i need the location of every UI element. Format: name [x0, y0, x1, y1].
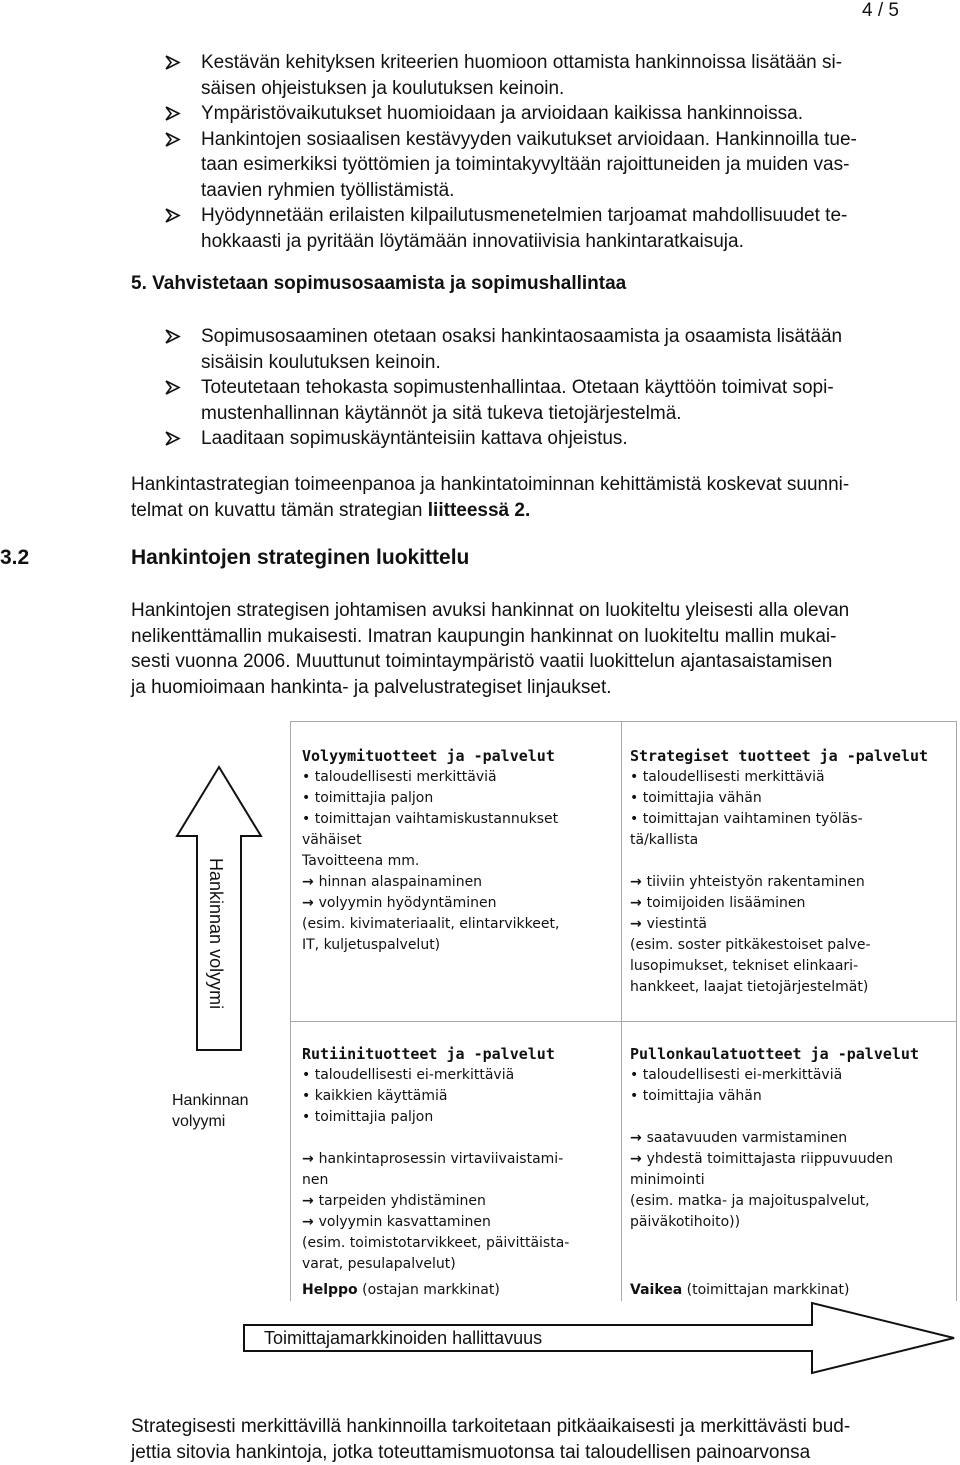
appendix-reference: liitteessä 2.: [428, 500, 530, 521]
quadrant-routine-products: [302, 1044, 617, 1275]
quadrant-action: → tarpeiden yhdistäminen: [302, 1191, 617, 1212]
footer-paragraph: [131, 1414, 850, 1465]
quadrant-title: Pullonkaulatuotteet ja -palvelut: [630, 1044, 952, 1065]
quadrant-action: → viestintä: [630, 914, 952, 935]
bullet-line: Hankintojen sosiaalisen kestävyyden vaikutukset arvioidaan. Hankinnoilla tue-: [201, 127, 857, 153]
quadrant-text: hankkeet, laajat tietojärjestelmät): [630, 977, 952, 998]
bullet-item: [163, 50, 857, 101]
bullet-line: taan esimerkiksi työttömien ja toimintakyvyltään rajoittuneiden ja muiden vas-: [201, 152, 857, 178]
intro-line: sesti vuonna 2006. Muuttunut toimintaympäristö vaatii luokittelun ajantasaistamisen: [131, 649, 849, 675]
quadrant-action: → hankintaprosessin virtaviivaistami-: [302, 1149, 617, 1170]
quadrant-bullet-row: [630, 767, 952, 788]
bullet-line: Kestävän kehityksen kriteerien huomioon ottamista hankinnoissa lisätään si-: [201, 50, 857, 76]
quadrant-bullet-text: taloudellisesti merkittäviä: [315, 769, 497, 785]
quadrant-action: → toimijoiden lisääminen: [630, 893, 952, 914]
quadrant-bullet-text: toimittajia vähän: [643, 1088, 762, 1104]
bullet-line: taavien ryhmien työllistämistä.: [201, 178, 857, 204]
arrowhead-bullet-icon: [163, 324, 183, 349]
quadrant-bullet-row: [302, 1086, 617, 1107]
quadrant-bullet-text: taloudellisesti ei-merkittäviä: [643, 1067, 842, 1083]
volume-side-label: Hankinnan volyymi: [172, 1090, 249, 1132]
bullet-dot-icon: •: [302, 1088, 315, 1104]
intro-line: nelikenttämallin mukaisesti. Imatran kaupungin hankinnat on luokiteltu mallin mukai-: [131, 624, 849, 650]
intro-line: Hankintojen strategisen johtamisen avuksi hankinnat on luokiteltu yleisesti alla olevan: [131, 598, 849, 624]
matrix-top-border: [290, 721, 957, 722]
bullet-dot-icon: •: [302, 790, 315, 806]
quadrant-bullet-text: toimittajia vähän: [643, 790, 762, 806]
bullet-dot-icon: •: [630, 1088, 643, 1104]
arrowhead-bullet-icon: [163, 426, 183, 451]
quadrant-text: päiväkotihoito)): [630, 1212, 952, 1233]
quadrant-bullet-text: toimittajan vaihtaminen työläs-: [643, 811, 863, 827]
bullet-item: [163, 203, 857, 254]
quadrant-action: → tiiviin yhteistyön rakentaminen: [630, 872, 952, 893]
quadrant-bullet-row: [302, 1065, 617, 1086]
top-bullet-list: [163, 50, 857, 254]
quadrant-footer-difficult: Vaikea (toimittajan markkinat): [630, 1280, 849, 1301]
footer-line: jettia sitovia hankintoja, jotka toteuttamismuotonsa tai taloudellisen painoarvonsa: [131, 1440, 850, 1465]
quadrant-text: (esim. soster pitkäkestoiset palve-: [630, 935, 952, 956]
quadrant-text: varat, pesulapalvelut): [302, 1254, 617, 1275]
quadrant-bullet-row: [630, 1086, 952, 1107]
bullet-dot-icon: •: [630, 811, 643, 827]
quadrant-text: vähäiset: [302, 830, 617, 851]
bullet-item: [163, 101, 857, 127]
quadrant-bullet-row: [302, 809, 617, 830]
section-number: 3.2: [0, 546, 29, 570]
quadrant-action: → volyymin kasvattaminen: [302, 1212, 617, 1233]
volume-arrow-label: Hankinnan volyymi: [206, 858, 226, 1009]
market-control-arrow-label: Toimittajamarkkinoiden hallittavuus: [264, 1328, 542, 1349]
spacer: [630, 851, 952, 872]
bullet-item: [163, 375, 842, 426]
matrix-center-divider: [621, 721, 622, 1301]
quadrant-bullet-row: [302, 767, 617, 788]
quadrant-bullet-text: toimittajia paljon: [315, 790, 434, 806]
quadrant-bullet-row: [302, 1107, 617, 1128]
matrix-right-border: [956, 721, 957, 1301]
footer-line: Strategisesti merkittävillä hankinnoilla tarkoitetaan pitkäaikaisesti ja merkittävästi bud-: [131, 1414, 850, 1440]
bullet-dot-icon: •: [630, 769, 643, 785]
quadrant-footer-easy: Helppo (ostajan markkinat): [302, 1280, 500, 1301]
arrowhead-bullet-icon: [163, 50, 183, 75]
bullet-line: Ympäristövaikutukset huomioidaan ja arvioidaan kaikissa hankinnoissa.: [201, 101, 857, 127]
spacer: [630, 1107, 952, 1128]
bullet-item: [163, 324, 842, 375]
bullet-item: [163, 426, 842, 452]
spacer: [302, 1128, 617, 1149]
quadrant-bullet-row: [302, 788, 617, 809]
matrix-left-border: [290, 721, 291, 1301]
quadrant-title: Volyymituotteet ja -palvelut: [302, 746, 617, 767]
quadrant-text: minimointi: [630, 1170, 952, 1191]
bullet-dot-icon: •: [630, 1067, 643, 1083]
intro-line: ja huomioimaan hankinta- ja palvelustrategiset linjaukset.: [131, 675, 849, 701]
appendix-line-1: Hankintastrategian toimeenpanoa ja hankintatoiminnan kehittämistä koskevat suunni-: [131, 472, 849, 498]
quadrant-bullet-row: [630, 809, 952, 830]
section-5-heading: 5. Vahvistetaan sopimusosaamista ja sopimushallintaa: [131, 273, 626, 295]
quadrant-title: Strategiset tuotteet ja -palvelut: [630, 746, 952, 767]
intro-paragraph: [131, 598, 849, 700]
quadrant-bullet-row: [630, 1065, 952, 1086]
bullet-line: sisäisin koulutuksen keinoin.: [201, 350, 842, 376]
quadrant-title: Rutiinituotteet ja -palvelut: [302, 1044, 617, 1065]
bullet-dot-icon: •: [302, 1109, 315, 1125]
quadrant-volume-products: [302, 746, 617, 956]
bullet-line: säisen ohjeistuksen ja koulutuksen keinoin.: [201, 76, 857, 102]
quadrant-text: (esim. toimistotarvikkeet, päivittäista-: [302, 1233, 617, 1254]
bullet-line: Laaditaan sopimuskäyntänteisiin kattava ohjeistus.: [201, 426, 842, 452]
quadrant-bullet-row: [630, 788, 952, 809]
quadrant-text: nen: [302, 1170, 617, 1191]
arrowhead-bullet-icon: [163, 203, 183, 228]
bullet-line: mustenhallinnan käytännöt ja sitä tukeva tietojärjestelmä.: [201, 401, 842, 427]
arrowhead-bullet-icon: [163, 375, 183, 400]
quadrant-action: → hinnan alaspainaminen: [302, 872, 617, 893]
quadrant-text: (esim. kivimateriaalit, elintarvikkeet,: [302, 914, 617, 935]
bullet-dot-icon: •: [302, 769, 315, 785]
section-5-bullet-list: [163, 324, 842, 452]
quadrant-action: → saatavuuden varmistaminen: [630, 1128, 952, 1149]
quadrant-bullet-text: taloudellisesti merkittäviä: [643, 769, 825, 785]
arrowhead-bullet-icon: [163, 101, 183, 126]
page-number: 4 / 5: [862, 0, 899, 22]
appendix-line-2: telmat on kuvattu tämän strategian liitteessä 2.: [131, 498, 849, 524]
bullet-line: Toteutetaan tehokasta sopimustenhallintaa. Otetaan käyttöön toimivat sopi-: [201, 375, 842, 401]
quadrant-bullet-text: taloudellisesti ei-merkittäviä: [315, 1067, 514, 1083]
quadrant-strategic-products: [630, 746, 952, 998]
arrowhead-bullet-icon: [163, 127, 183, 152]
quadrant-bullet-text: toimittajan vaihtamiskustannukset: [315, 811, 558, 827]
quadrant-action: → yhdestä toimittajasta riippuvuuden: [630, 1149, 952, 1170]
bullet-item: [163, 127, 857, 204]
bullet-line: hokkaasti ja pyritään löytämään innovatiivisia hankintaratkaisuja.: [201, 229, 857, 255]
bullet-dot-icon: •: [302, 1067, 315, 1083]
quadrant-bottleneck-products: [630, 1044, 952, 1233]
appendix-paragraph: [131, 472, 849, 523]
bullet-line: Hyödynnetään erilaisten kilpailutusmenetelmien tarjoamat mahdollisuudet te-: [201, 203, 857, 229]
quadrant-text: lusopimukset, tekniset elinkaari-: [630, 956, 952, 977]
quadrant-action: → volyymin hyödyntäminen: [302, 893, 617, 914]
section-title: Hankintojen strateginen luokittelu: [131, 546, 469, 570]
bullet-dot-icon: •: [302, 811, 315, 827]
quadrant-bullet-text: toimittajia paljon: [315, 1109, 434, 1125]
quadrant-text: IT, kuljetuspalvelut): [302, 935, 617, 956]
quadrant-text: tä/kallista: [630, 830, 952, 851]
bullet-line: Sopimusosaaminen otetaan osaksi hankintaosaamista ja osaamista lisätään: [201, 324, 842, 350]
quadrant-bullet-text: kaikkien käyttämiä: [315, 1088, 448, 1104]
bullet-dot-icon: •: [630, 790, 643, 806]
matrix-middle-border: [290, 1021, 957, 1022]
quadrant-text: (esim. matka- ja majoituspalvelut,: [630, 1191, 952, 1212]
quadrant-text: Tavoitteena mm.: [302, 851, 617, 872]
